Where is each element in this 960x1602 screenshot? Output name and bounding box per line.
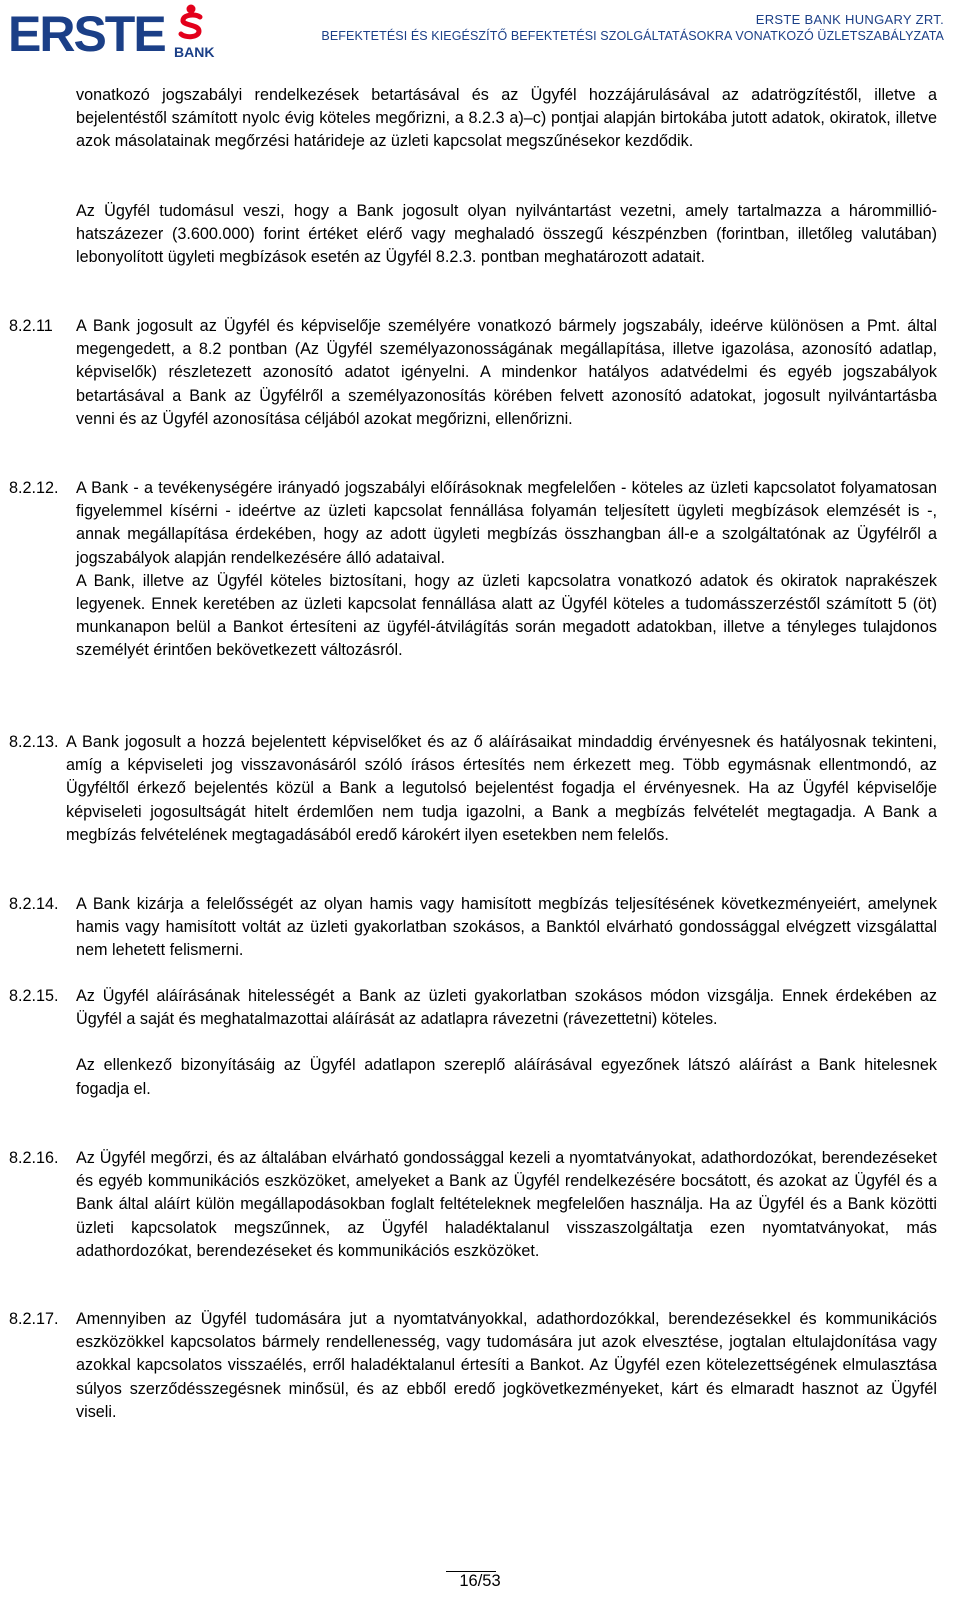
section-text-continued: Az ellenkező bizonyításáig az Ügyfél adatlapon szereplő aláírásával egyezőnek látszó aláírást a Bank hitelesnek fogadja el. [76,1056,937,1098]
section-8-2-15 [9,985,937,1101]
section-text: Az Ügyfél megőrzi, és az általában elvárható gondossággal kezeli a nyomtatványokat, adathordozókat, berendezéseket és egyéb kommunikációs eszközöket, amelyeket a Bank az Ügyfél rendelkezésére bocsátott, és azokat az Ügyfél és a Bank által aláírt külön megállapodásokban foglalt feltételeknek megfelelően használja. Ha az Ügyfél és a Bank közötti üzleti kapcsolatok megszűnnek, az Ügyfél haladéktalanul visszaszolgáltatja ezen nyomtatványokat, más adathordozókat, berendezéseket és kommunikációs eszközöket. [76,1149,937,1260]
section-text: A Bank jogosult az Ügyfél és képviselője személyére vonatkozó bármely jogszabály, ideérve különösen a Pmt. által megengedett, a 8.2 pontban (Az Ügyfél személyazonosságának megállapítása, illetve igazolása, azonosító adatlap, képviselők) részletezett azonosító adatot igényelni. A mindenkor hatályos adatvédelmi és egyéb jogszabályok betartásával a Bank az Ügyfélről a személyazonosítás körében felvett azonosító adatokat, jogosult nyilvántartásba venni és az Ügyfél azonosítása céljából azokat megőrizni, ellenőrizni. [76,317,937,428]
section-number: 8.2.16. [9,1149,59,1167]
paragraph-intro: vonatkozó jogszabályi rendelkezések betartásával és az Ügyfél hozzájárulásával az adatrögzítéstől, illetve a bejelentéstől számított nyolc évig köteles megőrizni, a 8.2.3 a)–c) pontjai alapján birtokába jutott adatok, okiratok, illetve azok másolatainak megőrzési határideje az üzleti kapcsolat megszűnésekor kezdődik. [76,86,937,151]
logo-wordmark: ERSTE [8,6,165,62]
paragraph-register: Az Ügyfél tudomásul veszi, hogy a Bank jogosult olyan nyilvántartást vezetni, amely tartalmazza a hárommillió-hatszázezer (3.600.000) forint értéket elérő vagy meghaladó összegű készpénzben (forintban, illetőleg valutában) lebonyolított ügyleti megbízások esetén az Ügyfél 8.2.3. pontban meghatározott adatait. [76,202,937,267]
section-number: 8.2.12. [9,479,59,497]
section-text: Az Ügyfél aláírásának hitelességét a Bank az üzleti gyakorlatban szokásos módon vizsgálja. Ennek érdekében az Ügyfél a saját és meghatalmazottai aláírását az adatlapra rávezetni (rávezettetni) köteles. [76,987,937,1029]
section-text: A Bank jogosult a hozzá bejelentett képviselőket és az ő aláírásaikat mindaddig érvényesnek és hatályosnak tekinteni, amíg a képviseleti jog visszavonásáról szóló írásos értesítés nem érkezett meg. Több egymásnak ellentmondó, az Ügyféltől érkező bejelentés közül a Bank a legutolsó bejelentést fogadja el érvényesnek. Ha az Ügyfél képviselője képviseleti jogosultságát hitelt érdemlően nem tudja igazolni, a Bank a megbízás felvételét megtagadja. A Bank a megbízás felvételének megtagadásából eredő károkért ilyen esetekben nem felelős. [66,733,937,844]
section-number: 8.2.13. [9,733,59,751]
section-8-2-13 [9,731,937,847]
section-text: Amennyiben az Ügyfél tudomására jut a nyomtatványokkal, adathordozókkal, berendezésekkel és kommunikációs eszközökkel kapcsolatos bármely rendellenesség, vagy tudomására jut azok elvesztése, jogtalan eltulajdonítása vagy azokkal kapcsolatos visszaélés, erről haladéktalanul értesíti a Bankot. Az Ügyfél ezen kötelezettségének elmulasztása súlyos szerződésszegésnek minősül, és az ebből eredő jogkövetkezményeket, kárt és elmaradt hasznot az Ügyfél viseli. [76,1310,937,1421]
document-subtitle: BEFEKTETÉSI ÉS KIEGÉSZÍTŐ BEFEKTETÉSI SZOLGÁLTATÁSOKRA VONATKOZÓ ÜZLETSZABÁLYZATA [321,29,944,43]
s-logo-icon [176,4,206,42]
section-8-2-16 [9,1147,937,1263]
section-8-2-11 [9,315,937,431]
section-8-2-12 [9,477,937,663]
page-header [0,0,960,70]
page-footer [0,1572,960,1591]
section-text-continued: A Bank, illetve az Ügyfél köteles biztosítani, hogy az üzleti kapcsolatra vonatkozó adatok és okiratok naprakészek legyenek. Ennek keretében az üzleti kapcsolat fennállása alatt az Ügyfél köteles a tudomásszerzéstől számított 5 (öt) munkanapon belül a Bankot értesíteni az ügyfél-átvilágítás során megadott adatokban, illetve a tényleges tulajdonos személyét érintően bekövetkezett változásról. [76,571,937,660]
logo-bank-text: BANK [174,44,215,60]
section-text: A Bank kizárja a felelősségét az olyan hamis vagy hamisított megbízás teljesítésének következményeiért, amelynek hamis vagy hamisított voltát az üzleti gyakorlatban szokásos, a Banktól elvárható gondossággal elvégzett vizsgálattal nem lehetett felismerni. [76,895,937,960]
section-number: 8.2.14. [9,895,59,913]
section-text: A Bank - a tevékenységére irányadó jogszabályi előírásoknak megfelelően - köteles az üzleti kapcsolatot folyamatosan figyelemmel kísérni - ideértve az üzleti kapcsolat fennállása folyamán teljesített ügyleti megbízások elemzését is -, annak megállapítása érdekében, hogy az adott ügyleti megbízás összhangban áll-e a szolgáltatónak az Ügyfélről a jogszabályok alapján rendelkezésére álló adataival. [76,479,937,567]
page-number: 16/53 [459,1572,501,1590]
section-number: 8.2.11 [9,317,53,335]
section-8-2-14 [9,893,937,963]
section-number: 8.2.15. [9,987,59,1005]
section-8-2-17 [9,1308,937,1424]
section-number: 8.2.17. [9,1310,59,1328]
company-name: ERSTE BANK HUNGARY ZRT. [755,12,944,27]
header-right [321,12,944,44]
erste-logo [8,4,215,62]
